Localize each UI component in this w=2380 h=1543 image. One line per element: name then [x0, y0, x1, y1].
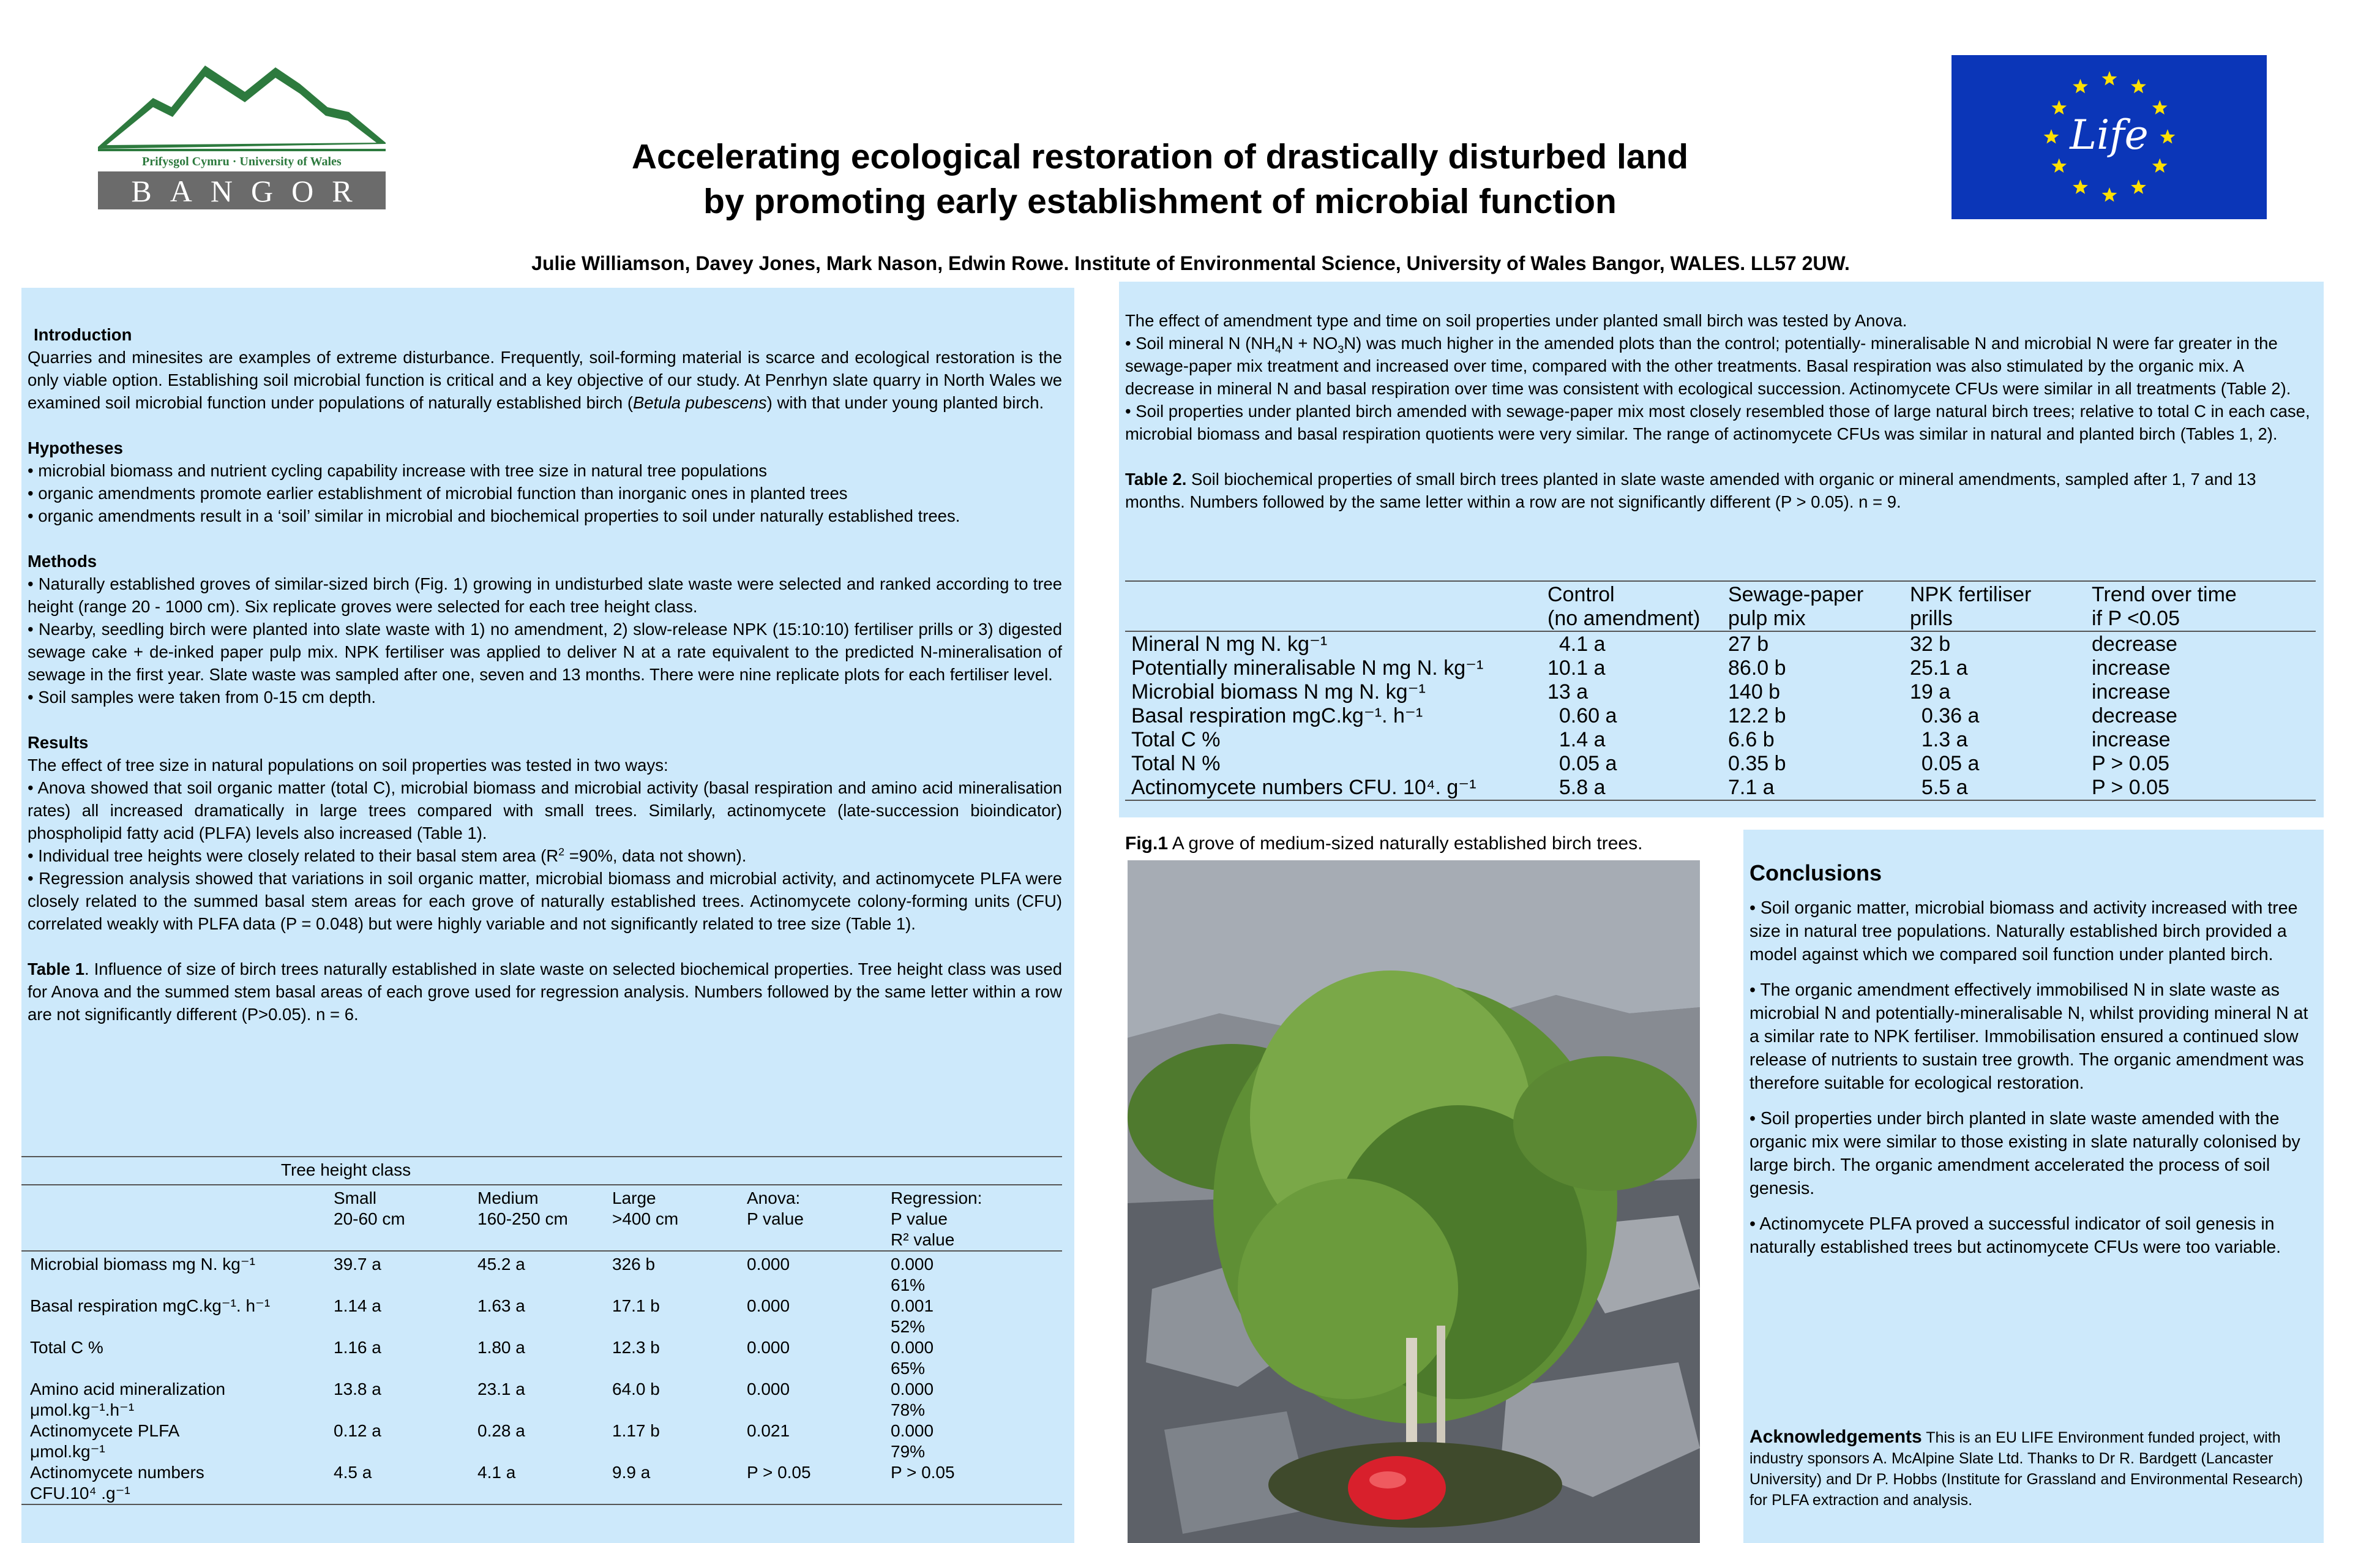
- table2-grid: [1125, 583, 2316, 802]
- table2-header-row: [1125, 583, 2316, 631]
- results-r2-item: [28, 844, 1062, 867]
- intro-species: Betula pubescens: [633, 393, 767, 412]
- r2-text-a: • Individual tree heights were closely related to their basal stem area (R: [28, 846, 559, 865]
- table2-label: Table 2.: [1125, 470, 1187, 489]
- logo-subtitle: Prifysgol Cymru · University of Wales: [142, 155, 342, 168]
- table-row: Microbial biomass N mg N. kg⁻¹ 13 a 140 b 19 a increase: [1131, 680, 2171, 704]
- acknowledgements-heading: Acknowledgements: [1749, 1427, 1922, 1447]
- intro-text-b: ) with that under young planted birch.: [766, 393, 1044, 412]
- eu-star: [2152, 159, 2168, 173]
- table1-group-header: Tree height class: [280, 1160, 411, 1179]
- conclusion-item: • The organic amendment effectively immobilised N in slate waste as microbial N and potentially-mineralisable N, whilst providing mineral N at a similar rate to NPK fertiliser. Immobilisation ensured a continued slow release of nutrients to sustain tree growth. The organic amendment was therefore suitable for ecological restoration.: [1749, 980, 2308, 1093]
- methods-item: • Naturally established groves of similar-sized birch (Fig. 1) growing in undisturbed slate waste were selected and ranked according to tree height (range 20 - 1000 cm). Six replicate groves were selected for each tree height class.: [28, 574, 1062, 616]
- table1-label: Table 1: [28, 959, 85, 978]
- table1: [21, 1156, 1062, 1506]
- r2-text-b: =90%, data not shown).: [564, 846, 747, 865]
- table-row: Amino acid mineralization μmol.kg⁻¹.h⁻¹ 13.8 a 23.1 a 64.0 b 0.000 0.000 78%: [30, 1380, 934, 1419]
- eu-life-logo: [1952, 55, 2267, 219]
- methods-heading: Methods: [28, 552, 97, 571]
- conclusions-heading: Conclusions: [1749, 860, 1882, 885]
- hypothesis-item: • organic amendments result in a ‘soil’ similar in microbial and biochemical properties to soil under naturally established trees.: [28, 506, 960, 525]
- table2: [1125, 580, 2316, 802]
- conclusions-text: [1749, 860, 2316, 1259]
- table1-col-large: Large >400 cm: [612, 1188, 679, 1228]
- hypothesis-item: • microbial biomass and nutrient cycling capability increase with tree size in natural tree populations: [28, 461, 768, 480]
- conclusion-item: • Soil organic matter, microbial biomass and activity increased with tree size in natural tree populations. Naturally established birch provided a model against which we compared soil function under planted birch.: [1749, 898, 2298, 964]
- table1-grid: [21, 1188, 1062, 1506]
- table2-col-trend: Trend over time if P <0.05: [2092, 583, 2237, 630]
- life-text: Life: [2070, 111, 2149, 159]
- table-row: Potentially mineralisable N mg N. kg⁻¹ 10.1 a 86.0 b 25.1 a increase: [1131, 656, 2171, 680]
- table2-col-control: Control (no amendment): [1547, 583, 1701, 630]
- table-row: Mineral N mg N. kg⁻¹ 4.1 a 27 b 32 b decrease: [1131, 633, 2177, 656]
- soil-properties-item: • Soil properties under planted birch amended with sewage-paper mix most closely resembled those of large natural birch trees; relative to total C in each case, microbial biomass and basal respiration quotients were very similar. The range of actinomycete CFUs was similar in natural and planted birch (Tables 1, 2).: [1125, 402, 2310, 443]
- acknowledgements-text: This is an EU LIFE Environment funded project, with industry sponsors A. McAlpine Slate Ltd. Thanks to Dr R. Bardgett (Lancaster University) and Dr P. Hobbs (Institute for Grassland and Environmental Research) for PLFA extraction and analysis.: [1749, 1429, 2303, 1509]
- title-line-1: Accelerating ecological restoration of drastically disturbed land: [631, 137, 1689, 176]
- eu-star: [2131, 179, 2146, 194]
- intro-text-a: Quarries and minesites are examples of extreme disturbance. Frequently, soil-forming material is scarce and ecological restoration is the only viable option. Establishing soil microbial function is critical and a key objective of our study. At Penrhyn slate quarry in North Wales we examined soil microbial function under populations of naturally established birch (: [28, 348, 1062, 412]
- birch-grove-photo: [1128, 860, 1700, 1543]
- table-row: Actinomycete numbers CFU. 10⁴. g⁻¹ 5.8 a 7.1 a 5.5 a P > 0.05: [1131, 776, 2169, 799]
- figure-label: Fig.1: [1125, 833, 1169, 854]
- results-intro: The effect of tree size in natural populations on soil properties was tested in two ways:: [28, 756, 668, 775]
- title-line-2: by promoting early establishment of microbial function: [703, 182, 1617, 221]
- table1-caption: [28, 958, 1062, 1026]
- eu-star: [2073, 79, 2088, 94]
- hypothesis-item: • organic amendments promote earlier establishment of microbial function than inorganic ones in planted trees: [28, 484, 848, 503]
- table-row: Microbial biomass mg N. kg⁻¹ 39.7 a 45.2 a 326 b 0.000 0.000 61%: [30, 1255, 934, 1294]
- conclusion-item: • Soil properties under birch planted in slate waste amended with the organic mix were similar to those existing in slate naturally colonised by large birch. The organic amendment accelerated the process of soil genesis.: [1749, 1109, 2300, 1198]
- table-row: Total C % 1.4 a 6.6 b 1.3 a increase: [1131, 728, 2171, 751]
- birch-grove-image: [1128, 860, 1700, 1543]
- left-column-text: [28, 323, 1062, 1026]
- table1-col-anova: Anova: P value: [747, 1188, 804, 1228]
- table-row: Actinomycete PLFA μmol.kg⁻¹ 0.12 a 0.28 a 1.17 b 0.021 0.000 79%: [30, 1421, 934, 1461]
- right-column-text: [1125, 309, 2316, 513]
- table2-caption-text: Soil biochemical properties of small birch trees planted in slate waste amended with organic or mineral amendments, sampled after 1, 7 and 13 months. Numbers followed by the same letter within a row are not significantly different (P > 0.05). n = 9.: [1125, 470, 2256, 511]
- table-row: Basal respiration mgC.kg⁻¹. h⁻¹ 0.60 a 12.2 b 0.36 a decrease: [1131, 704, 2177, 727]
- eu-star: [2051, 159, 2067, 173]
- acknowledgements: [1749, 1427, 2316, 1511]
- figure-caption: [1125, 833, 1737, 855]
- table2-col-npk: NPK fertiliser prills: [1910, 583, 2032, 630]
- table1-col-small: Small 20-60 cm: [334, 1188, 405, 1228]
- table-row: Basal respiration mgC.kg⁻¹. h⁻¹ 1.14 a 1.63 a 17.1 b 0.000 0.001 52%: [30, 1296, 934, 1336]
- table-row: Actinomycete numbers CFU.10⁴ .g⁻¹ 4.5 a 4.1 a 9.9 a P > 0.05 P > 0.05: [30, 1463, 955, 1503]
- results-item: • Anova showed that soil organic matter (total C), microbial biomass and microbial activity (basal respiration and amino acid mineralisation rates) all increased dramatically in large trees compared with small trees. Similarly, actinomycete (late-succession bioindicator) phospholipid fatty acid (PLFA) levels also increased (Table 1).: [28, 778, 1062, 843]
- table-row: Total C % 1.16 a 1.80 a 12.3 b 0.000 0.000 65%: [30, 1338, 934, 1378]
- r2-sup: 2: [558, 845, 565, 858]
- eu-star: [2102, 71, 2117, 86]
- anova-intro: The effect of amendment type and time on soil properties under planted small birch was tested by Anova.: [1125, 311, 1907, 330]
- table2-col-sewage: Sewage-paper pulp mix: [1728, 583, 1864, 630]
- poster-title: [398, 135, 1922, 224]
- table-row: Total N % 0.05 a 0.35 b 0.05 a P > 0.05: [1131, 752, 2169, 775]
- table1-caption-text: . Influence of size of birch trees naturally established in slate waste on selected biochemical properties. Tree height class was used for Anova and the summed stem basal areas of each grove used for regression analysis. Numbers followed by the same letter within a row are not significantly different (P>0.05). n = 6.: [28, 959, 1062, 1024]
- methods-item: • Soil samples were taken from 0-15 cm depth.: [28, 688, 376, 707]
- results-heading: Results: [28, 733, 89, 752]
- table2-caption: [1125, 468, 2316, 513]
- table1-col-medium: Medium 160-250 cm: [477, 1188, 568, 1228]
- logo-wordmark: BANGOR: [131, 174, 371, 208]
- eu-star: [2073, 179, 2088, 194]
- table1-header-row: [21, 1188, 1062, 1251]
- mineral-n-item: • Soil mineral N $(NH_4N + NO_3N)$ was much higher in the amended plots than the control; potentially- mineralisable N and microbial N were far greater in the sewage-paper mix treatment and increased over time, compared with the other treatments. Basal respiration was also stimulated by the organic mix. A decrease in mineral N and basal respiration over time was consistent with ecological succession. Actinomycete CFUs were similar in all treatments (Table 2).: [1125, 334, 2291, 398]
- authors-line: Julie Williamson, Davey Jones, Mark Nason, Edwin Rowe. Institute of Environmental Science, University of Wales Bangor, WALES. LL57 2UW.: [531, 252, 1850, 274]
- methods-item: • Nearby, seedling birch were planted into slate waste with 1) no amendment, 2) slow-release NPK (15:10:10) fertiliser prills or 3) digested sewage cake + de-inked paper pulp mix. NPK fertiliser was applied to deliver N at a rate equivalent to the predicted N-mineralisation of sewage in the first year. Slate waste was sampled after one, seven and 13 months. There were nine replicate plots for each fertiliser level.: [28, 620, 1062, 684]
- results-item: • Regression analysis showed that variations in soil organic matter, microbial biomass and microbial activity, and actinomycete PLFA were closely related to the summed basal stem areas for each grove of naturally established trees. Actinomycete colony-forming units (CFU) correlated weakly with PLFA data (P = 0.048) but were highly variable and not significantly related to tree size (Table 1).: [28, 869, 1062, 933]
- introduction-text: [28, 346, 1062, 414]
- figure-caption-text: A grove of medium-sized naturally established birch trees.: [1168, 833, 1643, 854]
- university-logo: [98, 58, 386, 211]
- eu-star: [2131, 79, 2146, 94]
- hypotheses-heading: Hypotheses: [28, 438, 123, 457]
- conclusion-item: • Actinomycete PLFA proved a successful indicator of soil genesis in naturally established trees but actinomycete CFUs were too variable.: [1749, 1214, 2281, 1257]
- introduction-heading: Introduction: [34, 325, 132, 344]
- table1-col-regression: Regression: P value R² value: [891, 1188, 982, 1249]
- eu-star: [2102, 187, 2117, 202]
